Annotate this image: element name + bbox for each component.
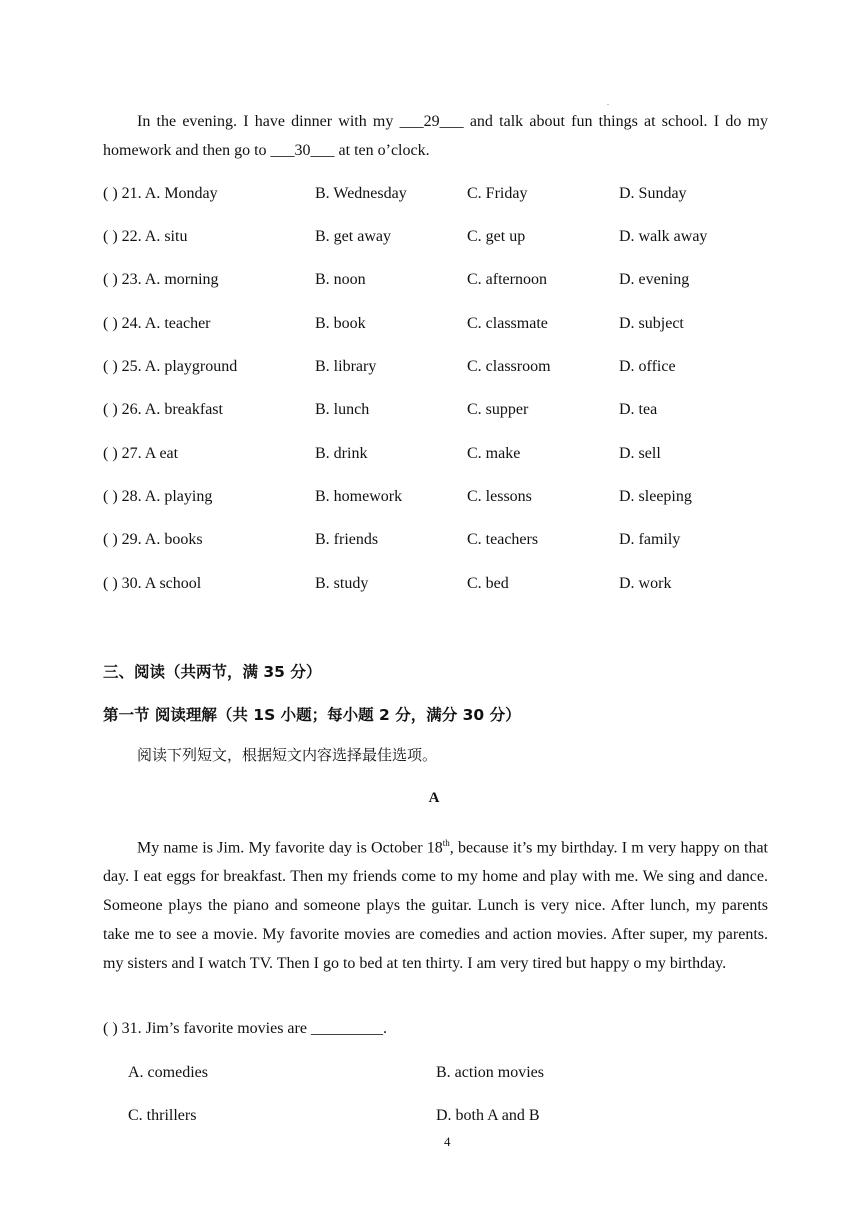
part-heading: 第一节 阅读理解（共 1S 小题；每小题 2 分，满分 30 分） [103, 706, 521, 724]
option-c: C. teachers [467, 531, 539, 548]
reading-passage [103, 829, 768, 978]
option-d: D. evening [619, 271, 690, 288]
question-stem: ( ) 27. A eat [103, 445, 179, 462]
option-c: C. make [467, 445, 521, 462]
option-c: C. get up [467, 228, 526, 245]
option-c: C. classroom [467, 358, 551, 375]
answer-a: A. comedies [128, 1064, 208, 1081]
question-stem: ( ) 22. A. situ [103, 228, 188, 245]
option-d: D. subject [619, 315, 684, 332]
option-c: C. classmate [467, 315, 548, 332]
passage-text-rest: , because it’s my birthday. I m very happy on that day. I eat eggs for breakfast. Then my friends come to my home and play with me. We sing and dance. Someone plays the piano and someone plays the guitar. Lunch is very nice. After lunch, my parents take me to see a movie. My favorite movies are comedies and action movies. After super, my parents. my sisters and I watch TV. Then I go to bed at ten thirty. I am very tired but happy o my birthday. [103, 839, 769, 973]
stray-mark: . [607, 98, 609, 107]
option-b: B. friends [315, 531, 379, 548]
instruction: 阅读下列短文，根据短文内容选择最佳选项。 [137, 746, 438, 764]
cloze-passage-ending: In the evening. I have dinner with my ___29___ and talk about fun things at school. I do my homework and then go to ___30___ at ten o’clock. [103, 113, 768, 159]
question-stem: ( ) 26. A. breakfast [103, 401, 223, 418]
answer-b: B. action movies [436, 1064, 544, 1081]
question-stem: ( ) 30. A school [103, 575, 202, 592]
passage-title: A [428, 790, 440, 806]
answer-c: C. thrillers [128, 1107, 197, 1124]
option-d: D. family [619, 531, 681, 548]
option-d: D. office [619, 358, 676, 375]
option-b: B. lunch [315, 401, 370, 418]
option-b: B. study [315, 575, 369, 592]
option-d: D. sell [619, 445, 661, 462]
option-c: C. lessons [467, 488, 532, 505]
question-stem: ( ) 21. A. Monday [103, 185, 218, 202]
page-number: 4 [444, 1134, 451, 1149]
option-b: B. homework [315, 488, 403, 505]
option-b: B. drink [315, 445, 368, 462]
question-31-stem: ( ) 31. Jim’s favorite movies are _________. [103, 1020, 387, 1037]
option-d: D. work [619, 575, 672, 592]
question-stem: ( ) 23. A. morning [103, 271, 219, 288]
option-b: B. book [315, 315, 366, 332]
option-d: D. sleeping [619, 488, 692, 505]
option-b: B. library [315, 358, 377, 375]
option-c: C. afternoon [467, 271, 547, 288]
option-d: D. walk away [619, 228, 708, 245]
option-c: C. Friday [467, 185, 528, 202]
ordinal-suffix: th [442, 838, 450, 848]
question-stem: ( ) 24. A. teacher [103, 315, 211, 332]
question-stem: ( ) 25. A. playground [103, 358, 238, 375]
passage-text-start: My name is Jim. My favorite day is October 18 [137, 839, 443, 857]
option-b: B. Wednesday [315, 185, 407, 202]
question-stem: ( ) 28. A. playing [103, 488, 213, 505]
option-c: C. supper [467, 401, 529, 418]
question-stem: ( ) 29. A. books [103, 531, 203, 548]
answer-d: D. both A and B [436, 1107, 540, 1124]
option-d: D. Sunday [619, 185, 687, 202]
option-d: D. tea [619, 401, 658, 418]
option-b: B. get away [315, 228, 391, 245]
option-b: B. noon [315, 271, 366, 288]
section-heading: 三、阅读（共两节，满 35 分） [103, 663, 322, 681]
option-c: C. bed [467, 575, 509, 592]
